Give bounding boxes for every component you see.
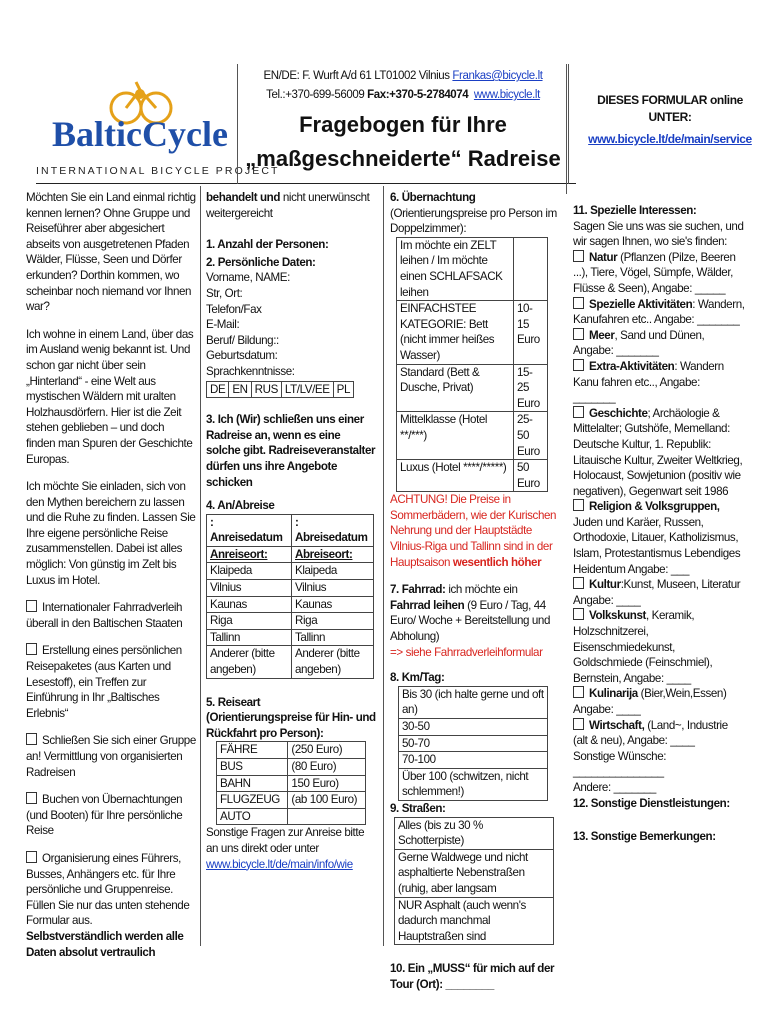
section-roads: 9. Straßen: [390, 801, 446, 815]
checkbox-icon[interactable] [573, 297, 584, 309]
fax-text: Fax:+370-5-2784074 [367, 89, 469, 101]
arrival-place-option[interactable]: Anderer (bitte angeben) [207, 646, 292, 678]
column-divider [200, 186, 201, 946]
transport-mode[interactable]: BAHN [217, 775, 288, 792]
transport-row[interactable] [217, 792, 366, 809]
bicycle-form-ref [390, 645, 558, 661]
warning-text: ACHTUNG! Die Preise in Sommerbädern, wie der Kurischen Nehrung und der Hauptstädte Vilnius-Riga und Tallinn sind in der Hauptsaison [390, 493, 557, 569]
language-option[interactable]: EN [229, 381, 251, 398]
checkbox-icon[interactable] [573, 718, 584, 730]
checkbox-icon[interactable] [26, 733, 37, 745]
online-form-link-wrap [580, 132, 760, 146]
section-bicycle[interactable] [390, 582, 558, 644]
checkbox-icon[interactable] [573, 328, 584, 340]
service-text: Organisierung eines Führers, Busses, Anhängers etc. für Ihre persönliche und Gruppenreise. [26, 851, 181, 897]
bicycle-text: ich möchte ein [445, 583, 518, 597]
transport-price [288, 808, 366, 825]
checkbox-icon[interactable] [573, 359, 584, 371]
interest-extra[interactable]: Extra-Aktivitäten: Wandern Kanu fahren etc.., Angabe: _______ [573, 359, 724, 405]
page-title-line2: „maßgeschneiderte“ Radreise [245, 146, 561, 171]
transport-row[interactable] [217, 742, 366, 759]
accommodation-type[interactable]: EINFACHSTEE KATEGORIE: Bett (nicht immer heißes Wasser) [397, 301, 514, 364]
section-personal-data: 2. Persönliche Daten: [206, 255, 316, 269]
transport-row[interactable] [217, 775, 366, 792]
accommodation-type[interactable]: Luxus (Hotel ****/*****) [397, 460, 514, 492]
personal-field[interactable]: Beruf/ Bildung:: [206, 333, 279, 347]
checkbox-icon[interactable] [573, 608, 584, 620]
accommodation-price: 50 Euro [513, 460, 547, 492]
accommodation-table [396, 237, 548, 493]
phone-text: Tel.:+370-699-56009 [266, 89, 368, 101]
header-center [237, 64, 569, 184]
intro-paragraph: Ich wohne in einem Land, über das im Ausland wenig bekannt ist. Und schon gar nicht über sein „Hinterland“ - eine Welt aus mystischen Wäldern mit uralten Holzhausdörfern. Hier ist die Zeit stehen geblieben – und doch finden man Spuren der Geschichte Europas. [26, 327, 194, 466]
website-link[interactable]: www.bicycle.lt [473, 89, 540, 101]
interests-intro: Sagen Sie uns was sie suchen, und wir sagen Ihnen, wo sie's finden: [573, 219, 744, 249]
service-text: Buchen von Übernachtungen (und Booten) für Ihre persönliche Reise [26, 793, 183, 838]
arrival-place-option[interactable]: Tallinn [207, 629, 292, 646]
departure-place-option[interactable]: Riga [292, 613, 374, 630]
language-option[interactable]: PL [333, 381, 353, 398]
other-field[interactable]: Andere: _______ [573, 780, 656, 794]
checkbox-icon[interactable] [573, 499, 584, 511]
checkbox-icon[interactable] [573, 577, 584, 589]
road-option[interactable]: Alles (bis zu 30 % Schotterpiste) [395, 817, 554, 849]
interest-culinary[interactable]: Kulinarija (Bier,Wein,Essen) Angabe: ____ [573, 687, 727, 716]
interest-sea[interactable]: Meer, Sand und Dünen, Angabe: _______ [573, 328, 705, 358]
personal-fields [206, 270, 376, 379]
service-item [26, 733, 196, 780]
language-table [206, 381, 354, 399]
email-link[interactable]: Frankas@bicycle.lt [452, 70, 543, 82]
other-wishes[interactable]: Sonstige Wünsche: _______________ [573, 749, 667, 779]
personal-field[interactable]: Geburtsdatum: [206, 349, 278, 363]
interest-folk-art[interactable]: Volkskunst, Keramik, Holzschnitzerei, Eisenschmiedekunst, Goldschmiede (Feinschmiel), Bernstein, Angabe: ____ [573, 609, 713, 685]
baltic-cycle-logo [48, 80, 228, 160]
accommodation-price: 10-15 Euro [513, 301, 547, 364]
section-accommodation: 6. Übernachtung [390, 191, 476, 204]
section-remarks[interactable]: 13. Sonstige Bemerkungen: [573, 830, 716, 844]
arrival-place-head: Anreiseort: [207, 546, 292, 563]
form-column-2 [206, 190, 376, 872]
accommodation-price: 15-25 Euro [513, 364, 547, 412]
arrival-place-option[interactable]: Vilnius [207, 580, 292, 597]
transport-mode[interactable]: AUTO [217, 808, 288, 825]
online-form-link[interactable]: www.bicycle.lt/de/main/service [588, 132, 752, 146]
arrival-place-option[interactable]: Klaipeda [207, 563, 292, 580]
section-group-tour[interactable]: 3. Ich (Wir) schließen uns einer Radreise an, wenn es eine solche gibt. Radreiseveranstalter dürfen uns ihre Angebote schicken [206, 413, 376, 489]
accommodation-row[interactable] [397, 301, 548, 364]
section-km-per-day: 8. Km/Tag: [390, 671, 445, 685]
intro-column [26, 190, 196, 960]
km-option[interactable]: 30-50 [399, 719, 548, 736]
privacy-bold: behandelt und [206, 191, 281, 204]
intro-paragraph: Ich möchte Sie einladen, sich von den Mythen bereichern zu lassen und die Ruhe zu finden. Lassen Sie Ihre eigene persönliche Reise zusammenstellen. Dabei ist alles möglich: Von günstig im Zelt bis Luxus im Hotel. [26, 480, 196, 587]
road-option[interactable]: NUR Asphalt (auch wenn's dadurch manchmal Hauptstraßen sind [395, 897, 554, 945]
departure-place-option[interactable]: Klaipeda [292, 563, 374, 580]
bicycle-label: 7. Fahrrad: [390, 583, 446, 597]
checkbox-icon[interactable] [26, 600, 37, 612]
checkbox-icon[interactable] [573, 686, 584, 698]
section-services[interactable]: 12. Sonstige Dienstleistungen: [573, 796, 730, 810]
arrival-table [206, 514, 374, 679]
accommodation-type[interactable]: Standard (Bett & Dusche, Privat) [397, 364, 514, 412]
service-text: Internationaler Fahrradverleih überall in den Baltischen Staaten [26, 601, 183, 630]
interest-culture[interactable]: Kultur:Kunst, Museen, Literatur Angabe: ____ [573, 578, 741, 607]
transport-price: 150 Euro) [288, 775, 366, 792]
transport-price: (250 Euro) [288, 742, 366, 759]
form-column-3 [390, 190, 558, 993]
section-travel-type: 5. Reiseart [206, 695, 261, 709]
service-item [26, 643, 196, 721]
language-option[interactable]: DE [207, 381, 229, 398]
checkbox-icon[interactable] [26, 792, 37, 804]
departure-date-head[interactable]: : Abreisedatum [292, 514, 374, 546]
svg-text:BalticCycle: BalticCycle [52, 114, 228, 154]
km-option[interactable]: 70-100 [399, 752, 548, 769]
road-option[interactable]: Gerne Waldwege und nicht asphaltierte Nebenstraßen (ruhig, aber langsam [395, 849, 554, 897]
personal-field[interactable]: E-Mail: [206, 318, 240, 332]
section-must-see[interactable]: 10. Ein „MUSS“ für mich auf der Tour (Ort): ________ [390, 962, 555, 991]
accommodation-type[interactable]: Im möchte ein ZELT leihen / Im möchte einen SCHLAFSACK leihen [397, 237, 514, 300]
service-item [26, 792, 196, 839]
column-divider [566, 64, 567, 194]
language-option[interactable]: LT/LV/EE [281, 381, 333, 398]
accommodation-row[interactable] [397, 364, 548, 412]
transport-mode[interactable]: FÄHRE [217, 742, 288, 759]
transport-table [216, 741, 366, 825]
travel-type-note: (Orientierungspreise für Hin- und Rückfahrt pro Person): [206, 711, 376, 740]
accommodation-row[interactable] [397, 412, 548, 460]
section-persons[interactable]: 1. Anzahl der Personen: [206, 238, 329, 252]
transport-mode[interactable]: BUS [217, 759, 288, 776]
accommodation-row[interactable] [397, 460, 548, 492]
address-text: EN/DE: F. Wurft A/d 61 LT01002 Vilnius [263, 70, 453, 82]
personal-field[interactable]: Str, Ort: [206, 286, 243, 300]
price-warning [390, 492, 558, 570]
privacy-continuation [206, 190, 376, 221]
page-title-line1: Fragebogen für Ihre [299, 112, 507, 137]
interest-economy[interactable]: Wirtschaft, (Land~, Industrie (alt & neu), Angabe: ____ [573, 718, 728, 748]
roads-table [394, 817, 554, 946]
transport-price: (80 Euro) [288, 759, 366, 776]
arrival-place-option[interactable]: Riga [207, 613, 292, 630]
departure-place-option[interactable]: Anderer (bitte angeben) [292, 646, 374, 678]
interest-activities[interactable]: Spezielle Aktivitäten: Wandern, Kanufahren etc.. Angabe: _______ [573, 297, 745, 327]
arrival-date-head[interactable]: : Anreisedatum [207, 514, 292, 546]
bicycle-rest: (9 Euro / Tag, 44 Euro/ Woche + Bereitstellung und Abholung) [390, 598, 551, 644]
column-divider [383, 186, 384, 946]
transport-price: (ab 100 Euro) [288, 792, 366, 809]
interest-nature[interactable]: Natur (Pflanzen (Pilze, Beeren ...), Tiere, Vögel, Sümpfe, Wälder, Flüsse & Seen), Angabe: _____ [573, 250, 736, 295]
travel-info-link[interactable]: www.bicycle.lt/de/main/info/wie [206, 857, 353, 871]
accommodation-price [513, 237, 547, 300]
online-form-title: DIESES FORMULAR online UNTER: [597, 93, 743, 124]
departure-place-option[interactable]: Vilnius [292, 580, 374, 597]
checkbox-icon[interactable] [26, 851, 37, 863]
logo-subtitle: INTERNATIONAL BICYCLE PROJECT [36, 165, 280, 177]
transport-row[interactable] [217, 759, 366, 776]
privacy-rest: nicht unerwünscht weitergereicht [206, 191, 370, 220]
interests-column [573, 203, 745, 845]
service-text: Schließen Sie sich einer Gruppe an! Vermittlung von organisierten Radreisen [26, 734, 196, 779]
transport-row[interactable] [217, 808, 366, 825]
language-option[interactable]: RUS [251, 381, 281, 398]
privacy-note: Selbstverständlich werden alle Daten absolut vertraulich [26, 929, 184, 959]
transport-mode[interactable]: FLUGZEUG [217, 792, 288, 809]
departure-place-head: Abreiseort: [292, 546, 374, 563]
accommodation-price: 25-50 Euro [513, 412, 547, 460]
fill-instruction: Füllen Sie nur das unten stehende Formular aus. [26, 898, 190, 928]
section-interests: 11. Spezielle Interessen: [573, 204, 697, 217]
km-option[interactable]: 50-70 [399, 735, 548, 752]
address-line [238, 70, 568, 82]
intro-paragraph: Möchten Sie ein Land einmal richtig kennen lernen? Ohne Gruppe und Reiseführer aber abgesichert abseits von ausgetretenen Pfaden Wälder, Flüsse, Seen und Dörfer erkunden? Dorthin kommen, wo scheinbar noch niemand vor Ihnen war? [26, 191, 196, 314]
bicycle-bold: Fahrrad leihen [390, 598, 465, 612]
accommodation-row[interactable] [397, 237, 548, 300]
warning-bold: wesentlich höher [452, 555, 542, 569]
arrow-icon: => [390, 645, 406, 659]
personal-field[interactable]: Sprachkenntnisse: [206, 364, 295, 378]
service-item [26, 600, 196, 631]
checkbox-icon[interactable] [26, 643, 37, 655]
accommodation-note: (Orientierungspreise pro Person im Doppelzimmer): [390, 206, 557, 236]
departure-place-option[interactable]: Kaunas [292, 596, 374, 613]
accommodation-type[interactable]: Mittelklasse (Hotel **/***) [397, 412, 514, 460]
checkbox-icon[interactable] [573, 406, 584, 418]
km-table [398, 686, 548, 801]
interest-religion[interactable]: Religion & Volksgruppen, Juden und Karäer, Russen, Orthodoxie, Litauer, Katholizismus, Islam, Protestantismus Lebendiges Heidentum Angabe: ___ [573, 500, 741, 576]
arrival-place-option[interactable]: Kaunas [207, 596, 292, 613]
other-questions: Sonstige Fragen zur Anreise bitte an uns direkt oder unter [206, 826, 365, 855]
km-option[interactable]: Über 100 (schwitzen, nicht schlemmen!) [399, 768, 548, 800]
personal-field[interactable]: Vorname, NAME: [206, 271, 290, 285]
km-option[interactable]: Bis 30 (ich halte gerne und oft an) [399, 686, 548, 718]
bicycle-form-link[interactable]: siehe Fahrradverleihformular [405, 645, 543, 659]
departure-place-option[interactable]: Tallinn [292, 629, 374, 646]
phone-line [238, 89, 568, 101]
section-arrival: 4. An/Abreise [206, 499, 275, 513]
interest-history[interactable]: Geschichte; Archäologie & Mittelalter; Gutshöfe, Memelland: Deutsche Kultur, 1. Republik: Litauische Kultur, Zweiter Weltkrieg, Holocaust, Sowjetunion (positiv wie negativen), Gegenwart seit 1986 [573, 406, 743, 498]
service-text: Erstellung eines persönlichen Reisepaketes (aus Karten und Lesestoff), ein Treffen zur Einführung in Ihr „Baltisches Erlebnis“ [26, 644, 182, 720]
personal-field[interactable]: Telefon/Fax [206, 302, 262, 316]
checkbox-icon[interactable] [573, 250, 584, 262]
service-item [26, 851, 196, 898]
